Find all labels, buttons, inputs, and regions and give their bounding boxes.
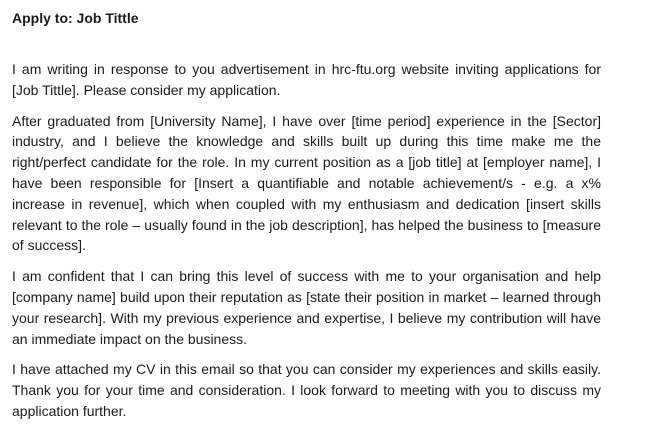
paragraph-experience: After graduated from [University Name], I have over [time period] experience in the [Sector] industry, and I believe the knowledge and skills built up during this time make me the right/perfect candidate for the role. In my current position as a [job title] at [employer name], I have been responsible for [Insert a quantifiable and notable achievement/s - e.g. a x% increase in revenue], which when coupled with my enthusiasm and dedication [insert skills relevant to the role – usually found in the job description], has helped the business to [measure of success].	[12, 112, 601, 254]
paragraph-confidence: I am confident that I can bring this level of success with me to your organisation and help [company name] build upon their reputation as [state their position in market – learned through your research]. With my previous experience and expertise, I believe my contribution will have an immediate impact on the business.	[12, 268, 601, 347]
paragraph-introduction: I am writing in response to you advertisement in hrc-ftu.org website inviting applications for [Job Tittle]. Please consider my application.	[12, 61, 601, 98]
paragraph-closing: I have attached my CV in this email so that you can consider my experiences and skills easily. Thank you for your time and consideration. I look forward to meeting with you to discuss my application further.	[12, 361, 601, 419]
document-heading: Apply to: Job Tittle	[12, 10, 139, 26]
cover-letter-document	[12, 9, 601, 422]
